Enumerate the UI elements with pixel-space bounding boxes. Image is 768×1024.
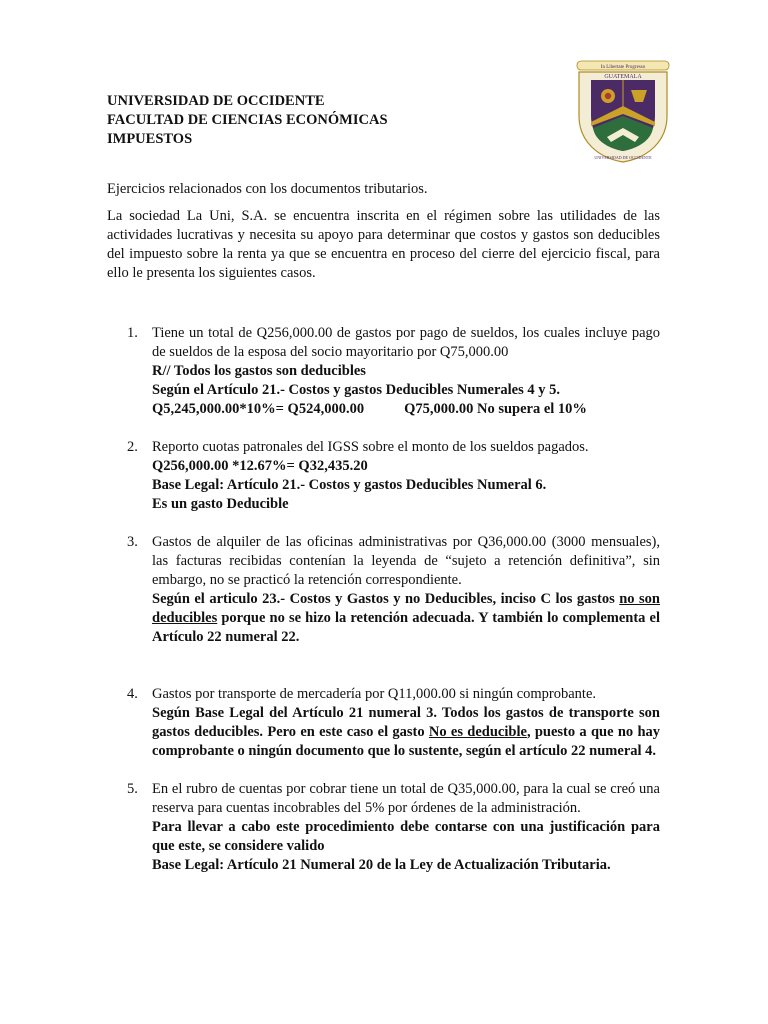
case-answer-calculation: Q256,000.00 *12.67%= Q32,435.20 — [152, 458, 368, 474]
case-question: Gastos por transporte de mercadería por Q11,000.00 si ningún comprobante. — [152, 686, 597, 702]
svg-text:GUATEMALA: GUATEMALA — [604, 74, 642, 80]
case-answer-line: R// Todos los gastos son deducibles — [152, 363, 366, 379]
cases-list — [107, 324, 660, 875]
svg-text:In Libertate Progresso: In Libertate Progresso — [600, 65, 646, 70]
case-answer-calculation — [152, 400, 660, 419]
case-number: 4. — [127, 686, 138, 702]
case-question: Reporto cuotas patronales del IGSS sobre el monto de los sueldos pagados. — [152, 439, 589, 455]
underlined-text: deducibles — [152, 610, 218, 626]
case-answer-line: Base Legal: Artículo 21.- Costos y gastos Deducibles Numeral 6. — [152, 477, 547, 493]
intro-section — [107, 180, 660, 283]
case-number: 5. — [127, 781, 138, 797]
case-answer-line: Para llevar a cabo este procedimiento debe contarse con una justificación para que este, se considere valido — [152, 819, 660, 854]
university-name: UNIVERSIDAD DE OCCIDENTE — [107, 93, 325, 109]
document-header — [107, 92, 388, 149]
case-item-4 — [107, 685, 660, 761]
case-answer-line: Es un gasto Deducible — [152, 496, 289, 512]
faculty-name: FACULTAD DE CIENCIAS ECONÓMICAS — [107, 112, 388, 128]
intro-heading: Ejercicios relacionados con los documentos tributarios. — [107, 181, 428, 197]
case-answer-line: Según el Artículo 21.- Costos y gastos Deducibles Numerales 4 y 5. — [152, 382, 561, 398]
case-calculation: Q5,245,000.00*10%= Q524,000.00 — [152, 401, 365, 417]
underlined-text: No es deducible — [428, 724, 527, 740]
case-number: 3. — [127, 534, 138, 550]
case-item-2 — [107, 438, 660, 514]
intro-paragraph: La sociedad La Uni, S.A. se encuentra inscrita en el régimen sobre las utilidades de las actividades lucrativas y necesita su apoyo para determinar que costos y gastos son deducibles del impuesto sobre la renta ya que se encuentra en proceso del cierre del ejercicio fiscal, para ello le presenta los siguientes casos. — [107, 208, 660, 281]
case-answer: Según el articulo 23.- Costos y Gastos y no Deducibles, inciso C los gastos no son deducibles porque no se hizo la retención adecuada. Y también lo complementa el Artículo 22 numeral 22. — [152, 591, 660, 645]
case-answer-line: Base Legal: Artículo 21 Numeral 20 de la Ley de Actualización Tributaria. — [152, 857, 611, 873]
underlined-text: no son — [619, 591, 660, 607]
case-number: 1. — [127, 325, 138, 341]
course-name: IMPUESTOS — [107, 131, 193, 147]
case-question: En el rubro de cuentas por cobrar tiene un total de Q35,000.00, para la cual se creó una reserva para cuentas incobrables del 5% por órdenes de la administración. — [152, 781, 660, 816]
case-answer: Según Base Legal del Artículo 21 numeral 3. Todos los gastos de transporte son gastos deducibles. Pero en este caso el gasto No es deducible, puesto a que no hay comprobante o ningún documento que lo sustente, según el artículo 22 numeral 4. — [152, 705, 661, 759]
university-crest-logo — [573, 58, 673, 164]
case-question: Gastos de alquiler de las oficinas administrativas por Q36,000.00 (3000 mensuales), las facturas recibidas contenían la leyenda de “sujeto a retención definitiva”, sin embargo, no se practicó la retención correspondiente. — [152, 534, 660, 588]
case-item-5 — [107, 780, 660, 875]
case-item-1 — [107, 324, 660, 419]
case-question: Tiene un total de Q256,000.00 de gastos por pago de sueldos, los cuales incluye pago de sueldos de la esposa del socio mayoritario por Q75,000.00 — [152, 325, 660, 360]
case-item-3 — [107, 533, 660, 647]
svg-text:UNIVERSIDAD DE OCCIDENTE: UNIVERSIDAD DE OCCIDENTE — [594, 155, 652, 160]
case-number: 2. — [127, 439, 138, 455]
case-conclusion: Q75,000.00 No supera el 10% — [404, 401, 587, 417]
